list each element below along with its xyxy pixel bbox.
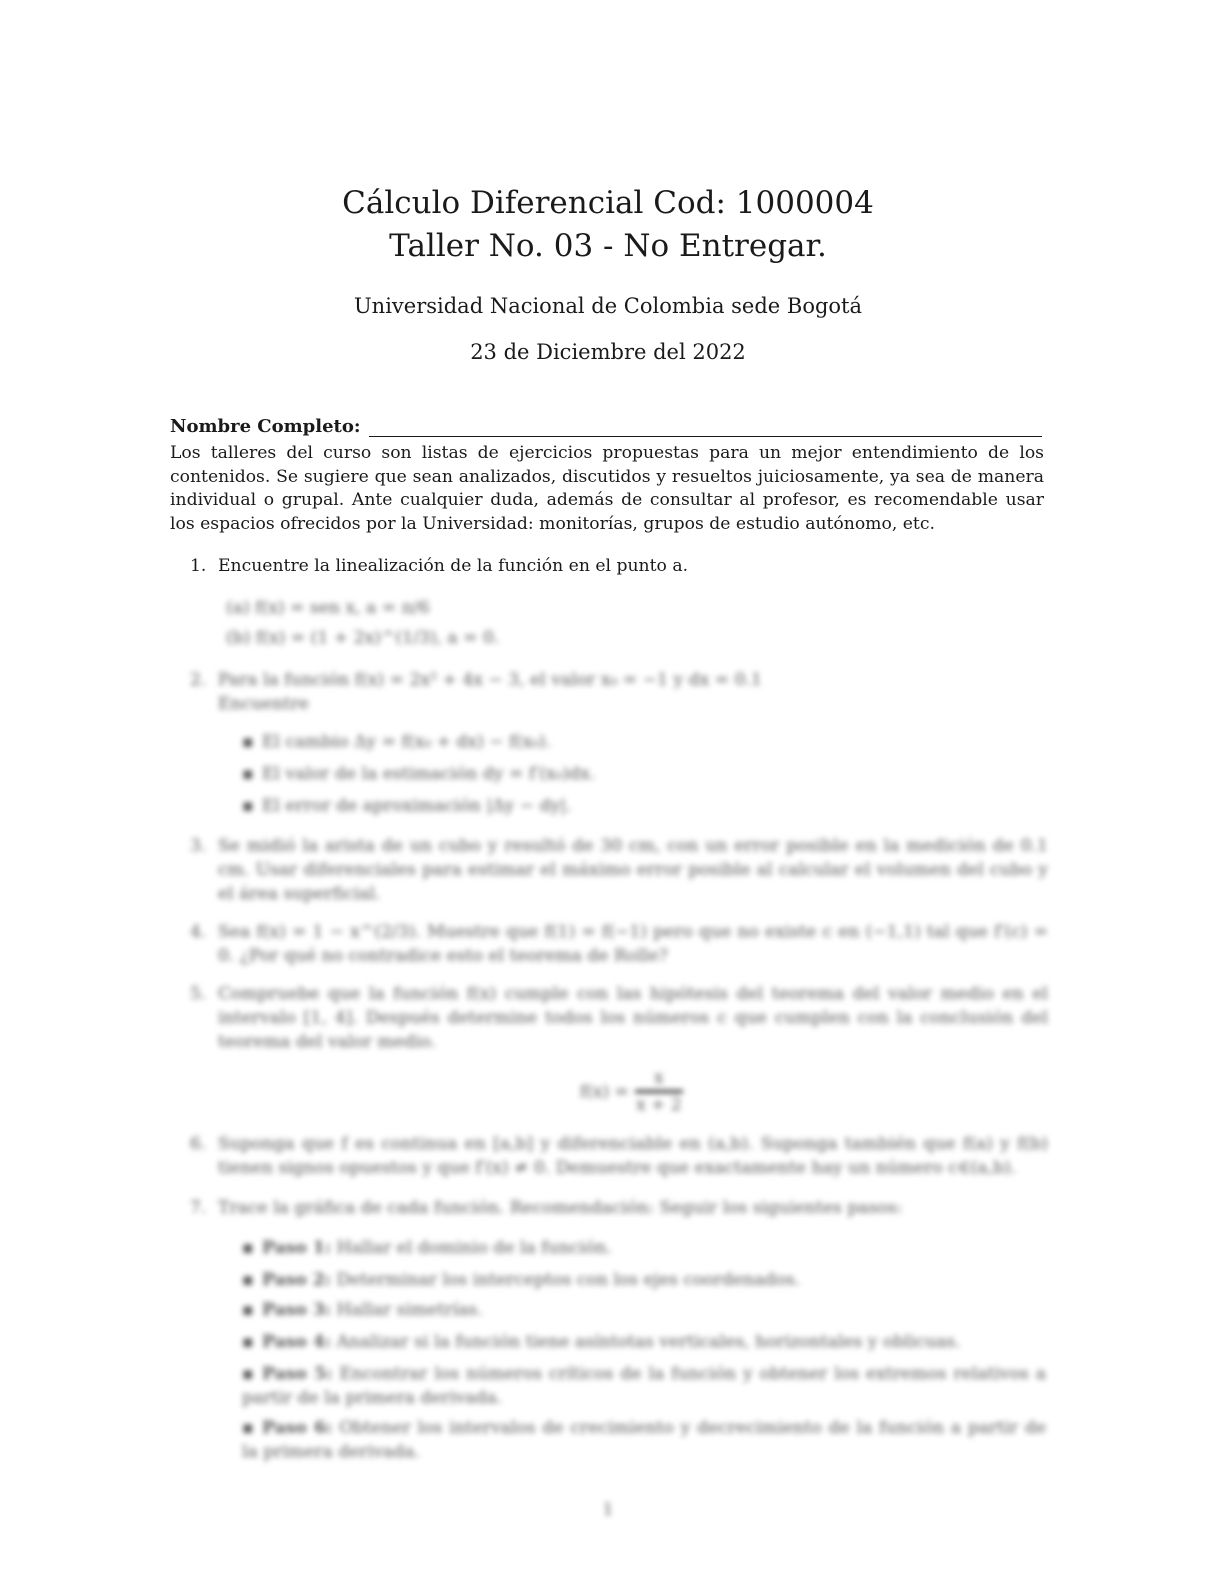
formula-lhs: f(x) =	[580, 1081, 629, 1102]
exercise-2-line-1: Para la función f(x) = 2x² + 4x − 3, el valor x₀ = −1 y dx = 0.1	[218, 670, 762, 690]
step-label: Paso 3:	[262, 1300, 332, 1320]
step-text: Obtener los intervalos de crecimiento y decrecimiento de la función a partir de la primera derivada.	[242, 1418, 1046, 1462]
exercise-text	[218, 668, 1048, 716]
bullet-icon: ▪	[242, 1270, 254, 1290]
bullet-icon: ▪	[242, 764, 254, 784]
bullet-icon: ▪	[242, 796, 254, 816]
step-label: Paso 6:	[262, 1418, 333, 1438]
bullet-text: El cambio Δy = f(x₀ + dx) − f(x₀).	[262, 732, 551, 752]
bullet-text: El valor de la estimación dy = f′(x₀)dx.	[262, 764, 596, 784]
title-line-2: Taller No. 03 - No Entregar.	[389, 228, 827, 264]
step-text: Hallar simetrías.	[336, 1300, 483, 1320]
formula-display	[580, 1068, 683, 1115]
bullet-icon: ▪	[242, 1332, 254, 1352]
bullet-icon: ▪	[242, 1238, 254, 1258]
document-date: 23 de Diciembre del 2022	[470, 340, 746, 364]
bullet-icon: ▪	[242, 1364, 254, 1384]
exercise-2-line-2: Encuentre	[218, 694, 309, 714]
step-5	[242, 1362, 1046, 1410]
name-label: Nombre Completo:	[170, 416, 361, 437]
exercise-number: 7.	[190, 1198, 207, 1218]
step-text: Determinar los interceptos con los ejes coordenados.	[336, 1270, 801, 1290]
name-row	[170, 416, 1042, 437]
exercise-2-bullet-2	[242, 762, 595, 786]
step-6	[242, 1416, 1046, 1464]
exercise-text: Se midió la arista de un cubo y resultó de 30 cm, con un error posible en la medición de 0.1 cm. Usar diferenciales para estimar el máximo error posible al calcular el volumen del cubo y el área superficial.	[218, 836, 1048, 904]
title-line-1: Cálculo Diferencial Cod: 1000004	[342, 185, 874, 221]
exercise-number: 2.	[190, 670, 207, 690]
step-text: Hallar el dominio de la función.	[336, 1238, 612, 1258]
step-label: Paso 2:	[262, 1270, 332, 1290]
exercise-number: 4.	[190, 922, 207, 942]
exercise-number: 3.	[190, 836, 207, 856]
step-label: Paso 5:	[262, 1364, 333, 1384]
exercise-text: Sea f(x) = 1 − x^(2/3). Muestre que f(1) = f(−1) pero que no existe c en (−1,1) tal que f′(c) = 0. ¿Por qué no contradice esto el teorema de Rolle?	[218, 922, 1048, 966]
exercise-text: Encuentre la linealización de la función en el punto a.	[218, 556, 689, 576]
formula-denominator: x + 2	[636, 1095, 682, 1115]
page-number: 1	[602, 1500, 614, 1520]
step-2	[242, 1268, 1046, 1292]
university-name: Universidad Nacional de Colombia sede Bogotá	[353, 294, 863, 318]
exercise-number: 6.	[190, 1134, 207, 1154]
exercise-text: Suponga que f es continua en [a,b] y diferenciable en (a,b). Suponga también que f(a) y f(b) tienen signos opuestos y que f′(x) ≠ 0. Demuestre que exactamente hay un número c∈(a,b).	[218, 1134, 1048, 1178]
step-text: Analizar si la función tiene asíntotas verticales, horizontales y oblicuas.	[336, 1332, 961, 1352]
exercise-text: Compruebe que la función f(x) cumple con las hipótesis del teorema del valor medio en el intervalo [1, 4]. Después determine todos los números c que cumplen con la conclusión del teorema del valor medio.	[218, 984, 1048, 1052]
full-name-field[interactable]	[369, 418, 1042, 437]
exercise-2-bullet-3	[242, 794, 572, 818]
exercise-number: 5.	[190, 984, 207, 1004]
step-4	[242, 1330, 1046, 1354]
exercise-2-bullet-1	[242, 730, 551, 754]
step-label: Paso 4:	[262, 1332, 332, 1352]
step-3	[242, 1298, 1046, 1322]
bullet-text: El error de aproximación |Δy − dy|.	[262, 796, 572, 816]
bullet-icon: ▪	[242, 1300, 254, 1320]
intro-paragraph: Los talleres del curso son listas de ejercicios propuestas para un mejor entendimiento de los contenidos. Se sugiere que sean analizados, discutidos y resueltos juiciosamente, ya sea de manera individual o grupal. Ante cualquier duda, además de consultar al profesor, es recomendable usar los espacios ofrecidos por la Universidad: monitorías, grupos de estudio autónomo, etc.	[170, 443, 1044, 534]
bullet-icon: ▪	[242, 1418, 254, 1438]
formula-numerator: x	[654, 1068, 664, 1088]
fraction-bar	[635, 1090, 683, 1093]
bullet-icon: ▪	[242, 732, 254, 752]
exercise-1-part-a: (a) f(x) = sen x, a = π/6	[226, 598, 430, 618]
step-label: Paso 1:	[262, 1238, 332, 1258]
formula-fraction	[635, 1068, 683, 1115]
document-title	[170, 182, 1046, 268]
exercise-text: Trace la gráfica de cada función. Recomendación: Seguir los siguientes pasos:	[218, 1198, 903, 1218]
exercise-1-part-b: (b) f(x) = (1 + 2x)^(1/3), a = 0.	[226, 628, 500, 648]
step-1	[242, 1236, 1046, 1260]
exercise-number: 1.	[190, 556, 207, 576]
step-text: Encontrar los números críticos de la función y obtener los extremos relativos a partir de la primera derivada.	[242, 1364, 1047, 1408]
